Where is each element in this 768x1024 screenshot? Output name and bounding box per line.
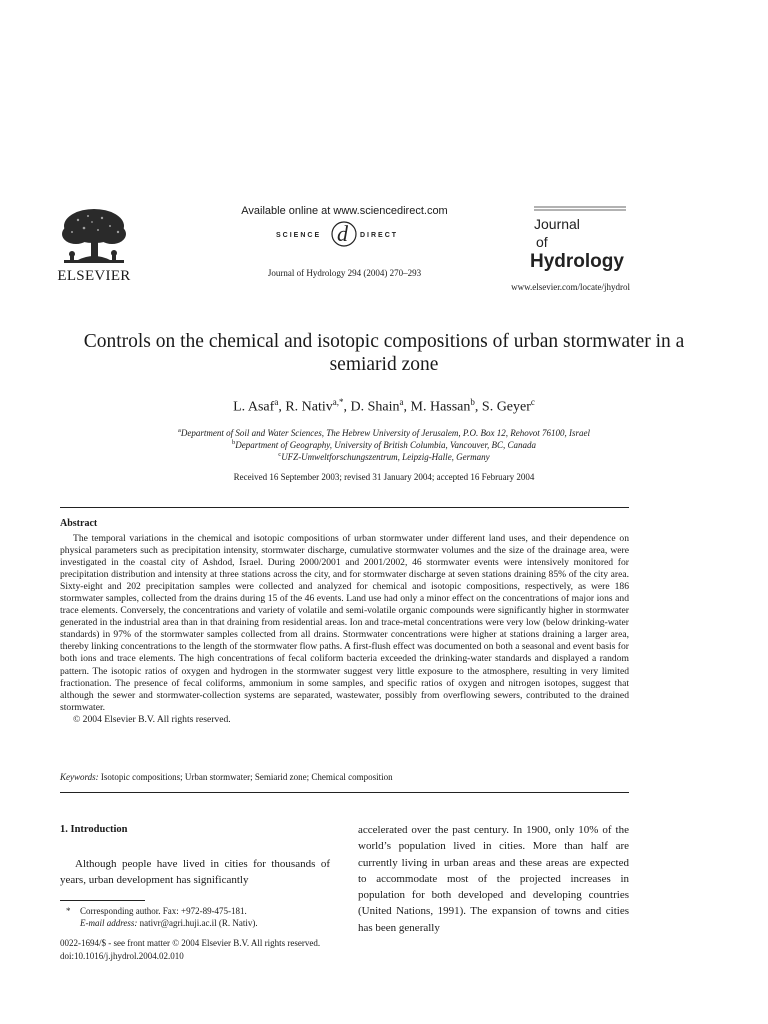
sciencedirect-logo: [268, 219, 418, 249]
email-address[interactable]: nativr@agri.huji.ac.il (R. Nativ).: [139, 918, 258, 928]
author-name: L. Asaf: [233, 399, 275, 415]
author-name: M. Hassan: [410, 399, 471, 415]
intro-paragraph-start: Although people have lived in cities for thousands of years, urban development has significantly: [60, 858, 330, 887]
divider-bottom: [60, 792, 629, 793]
author-name: R. Nativ: [285, 399, 333, 415]
author-list: [60, 397, 708, 416]
author-affiliation-marker: a,*: [332, 397, 344, 407]
author-affiliation-marker: a: [274, 397, 279, 407]
footnote-corresponding: Corresponding author. Fax: +972-89-475-181.: [80, 906, 247, 916]
article-title: Controls on the chemical and isotopic compositions of urban stormwater in a semiarid zone: [83, 331, 685, 375]
publisher-name: ELSEVIER: [57, 268, 131, 284]
journal-line-2: of: [536, 234, 548, 250]
footnote-rule: [60, 900, 145, 901]
abstract-paragraph: The temporal variations in the chemical and isotopic compositions of urban stormwater under different land uses, and their dependence on physical parameters such as precipitation intensity, stormwater discharge, cumulative stormwater volumes and the size of the drainage area, were investigated in the coastal city of Ashdod, Israel. During 2000/2001 and 2001/2002, 46 stormwater events were intensively monitored for precipitation distribution and intensity at three stations across the city, and for stormwater discharge at seven stations draining 85% of the city area. Sixty-eight and 202 precipitation samples were collected and analyzed for chemical and isotopic compositions, respectively, as were 186 stormwater samples, collected from the drains during 15 of the 46 events. Land use had only a minor effect on the concentrations of major ions and trace elements. Conversely, the concentrations and variety of volatile and semi-volatile organic compounds were significantly higher in stormwater generated in the industrial area than in that draining from residential areas. Ion and trace-metal concentrations were very low (below drinking-water standards) in 97% of the stormwater samples collected from all drains. Stormwater concentrations were higher at stations draining a larger area, thereby linking concentrations to the length of the stormwater flow paths. A first-flush effect was documented on both a seasonal and event basis for both ions and trace elements. The high concentrations of fecal coliform bacteria exceeded the drinking-water standards and displayed a random pattern. The isotopic ratios of oxygen and hydrogen in the stormwater suggest very little exposure to the atmosphere, resulting in very limited fractionation. The presence of fecal coliforms, ammonium in some samples, and specific ratios of oxygen and nitrogen isotopes, suggest that although the sewer and stormwater-collection systems are separated, wastewater, possibly from overflowing sewers, contributed to the drained stormwater.: [60, 533, 629, 713]
affiliation-a: $^a$Department of Soil and Water Sciences, The Hebrew University of Jerusalem, P.O. Box 12, Rehovot 76100, Israel: [178, 427, 590, 438]
journal-title-logo: [530, 205, 630, 273]
journal-url[interactable]: www.elsevier.com/locate/jhydrol: [511, 282, 630, 292]
author-name: D. Shain: [350, 399, 400, 415]
sd-left-text: SCIENCE: [276, 232, 322, 239]
doi-line[interactable]: doi:10.1016/j.jhydrol.2004.02.010: [60, 951, 184, 961]
author-separator: ,: [474, 399, 482, 415]
corresponding-author-footnote: [60, 905, 330, 929]
footnote-marker: *: [66, 906, 71, 916]
affiliation-b: $^b$Department of Geography, University of British Columbia, Vancouver, BC, Canada: [232, 439, 536, 450]
author-name: S. Geyer: [481, 399, 531, 415]
issn-line: 0022-1694/$ - see front matter © 2004 Elsevier B.V. All rights reserved.: [60, 938, 321, 948]
abstract-heading: Abstract: [60, 518, 98, 529]
issn-block: [60, 937, 460, 963]
journal-reference: Journal of Hydrology 294 (2004) 270–293: [267, 268, 422, 278]
left-column-text: [60, 856, 330, 889]
author-affiliation-marker: c: [530, 397, 535, 407]
right-column-text: [358, 822, 629, 936]
author-affiliation-marker: a: [399, 397, 404, 407]
abstract-body: [60, 533, 629, 726]
author-separator: ,: [343, 399, 351, 415]
author-separator: ,: [403, 399, 411, 415]
journal-line-1: Journal: [534, 216, 580, 232]
keywords-list: Isotopic compositions; Urban stormwater; Semiarid zone; Chemical composition: [100, 772, 393, 782]
received-dates: Received 16 September 2003; revised 31 January 2004; accepted 16 February 2004: [233, 472, 535, 482]
keywords-label: Keywords:: [60, 772, 99, 782]
available-online-text[interactable]: Available online at www.sciencedirect.com: [241, 205, 448, 217]
author-affiliation-marker: b: [470, 397, 475, 407]
svg-text:d: d: [337, 221, 348, 246]
abstract-copyright: © 2004 Elsevier B.V. All rights reserved.: [73, 713, 231, 725]
section-heading: 1. Introduction: [60, 824, 128, 835]
intro-paragraph-continued: accelerated over the past century. In 1900, only 10% of the world’s population lived in cities. More than half are currently living in urban areas and these areas are expected to accommodate most of the projected increases in population for both developed and developing countries (United Nations, 1991). The expansion of towns and cities has been generally: [358, 824, 629, 934]
sd-right-text: DIRECT: [360, 232, 399, 239]
author-separator: ,: [278, 399, 286, 415]
keywords-line: [60, 772, 629, 782]
elsevier-tree-logo: [58, 206, 130, 268]
journal-line-3: Hydrology: [530, 251, 624, 272]
divider-top: [60, 507, 629, 508]
affiliation-c: $^c$UFZ-Umweltforschungszentrum, Leipzig-Halle, Germany: [278, 451, 490, 462]
email-label: E-mail address:: [80, 918, 138, 928]
